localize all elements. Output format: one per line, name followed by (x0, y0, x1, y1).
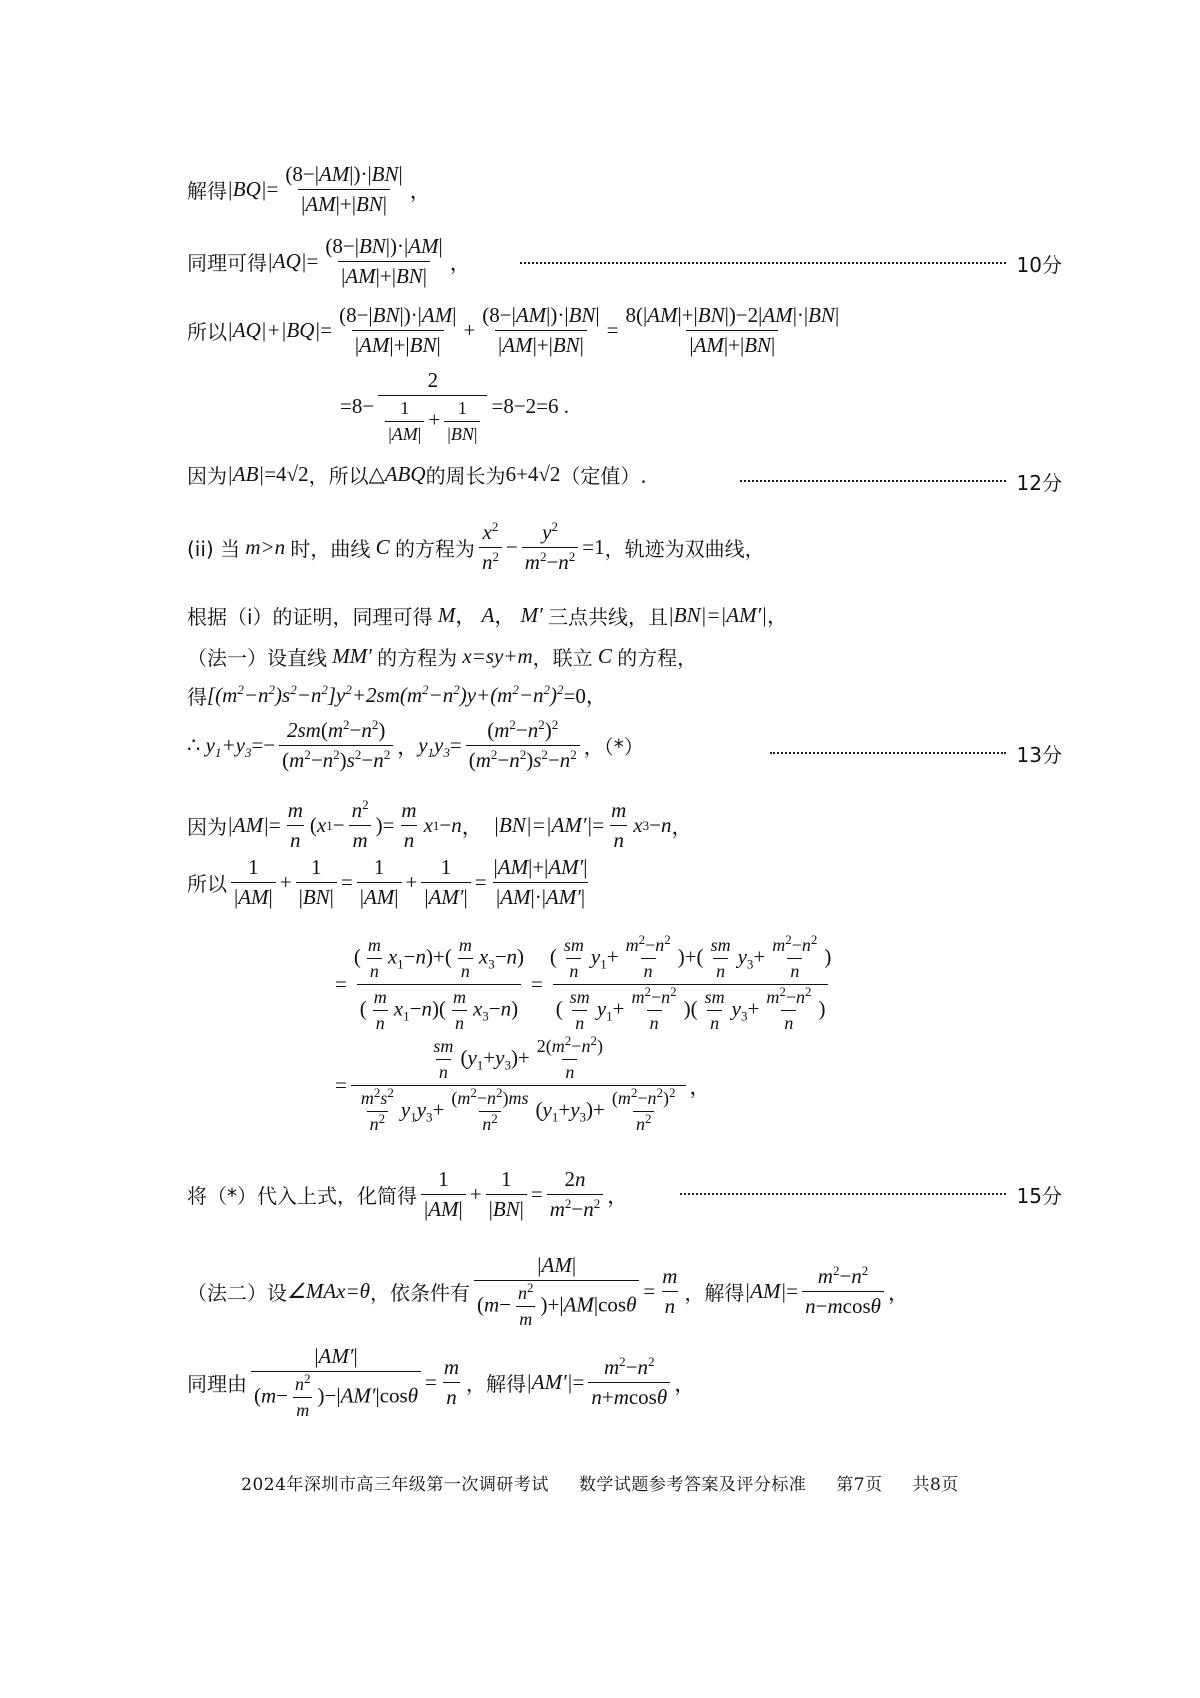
score-10: 10分 (1016, 253, 1062, 277)
eq-sum-result: =8− 2 $\frac{1}{|AM|}$ + $\frac{1}{|BN|}$ =8−2=6 . (340, 368, 570, 444)
footer-exam: 2024年深圳市高三年级第一次调研考试 (241, 1475, 549, 1495)
page-footer (0, 1470, 1200, 1495)
eq-aq: 同理可得 |AQ| = $\frac{(8-|BN|)\cdot|AM|}{|AM|+|BN|}$ ， (187, 234, 471, 288)
vieta-line: ∴ $y_1+y_3$ =− $\frac{2sm(m^2-n^2)}{(m^2-n^2)s^2-n^2}$ ， $y_1y_3$ = $\frac{(m^2-n^2)^2}{(m^2-n^2)s^2-n^2}$ ，（*） (187, 717, 644, 772)
expanded-line: = ( $\frac{m}{n}$ $x_1-n)+$( $\frac{m}{n}$ $x_3-n$) ( $\frac{m}{n}$ $x_1-n$)( $\frac{m}{n}$ $x_3-n$) = ( $\frac{sm}{n}$ $y_1+$ $\frac{m^2-n^2}{n}$ )+( $\frac{sm}{n}$ $y_3+$ $\frac{m^2-n^2}{n}$ ) ( $\frac{sm}{n}$ $y_1+$ $\frac{m^2-n^2}{n}$ )( $\frac{sm}{n}$ $y_3+$ $\frac{m^2-n^2}{n}$ ) (335, 932, 832, 1033)
eq-sum: 所以 |AQ|+|BQ| = $\frac{(8-|BN|)\cdot|AM|}{|AM|+|BN|}$ + $\frac{(8-|AM|)\cdot|BN|}{|AM|+|BN|}$ = $\frac{8(|AM|+|BN|)-2|AM|\cdot|BN|}{|AM|+|BN|}$ (187, 303, 840, 357)
score-13: 13分 (1016, 743, 1062, 767)
method2-line-2: 同理由 |AM′| (m− $\frac{n^2}{m}$ )−|AM′|cosθ = $\frac{m}{n}$ ，解得 |AM′| = $\frac{m^2-n^2}{n+mcos\theta}$ ， (187, 1344, 696, 1420)
collinear-line: 根据（ⅰ）的证明，同理可得 M ， A ， M′ 三点共线，且 |BN|=|AM′| ， (187, 602, 788, 629)
footer-total: 共8页 (912, 1475, 959, 1495)
footer-subject: 数学试题参考答案及评分标准 (578, 1475, 807, 1495)
substitution-line: = $\frac{sm}{n}$ $(y_1+y_3)+$ $\frac{2(m^2-n^2)}{n}$ $\frac{m^2s^2}{n^2}$ $y_1y_3+$ $\frac{(m^2-n^2)ms}{n^2}$ $(y_1+y_3)+$ $\frac{(m^2-n^2)^2}{n^2}$ ， (335, 1033, 711, 1134)
eq-bq: 解得 |BQ| = $\frac{(8-|AM|)\cdot|BN|}{|AM|+|BN|}$ ， (187, 162, 431, 216)
quadratic-line: 得 $[(m^2-n^2)s^2-n^2]y^2+2sm(m^2-n^2)y+(m^2-n^2)^2$ =0， (187, 681, 607, 709)
reciprocal-sum-line: 所以 $\frac{1}{|AM|}$ + $\frac{1}{|BN|}$ = $\frac{1}{|AM|}$ + $\frac{1}{|AM'|}$ = $\frac{|AM|+|AM'|}{|AM|\cdot|AM'|}$ (187, 855, 588, 909)
perimeter-line: 因为 |AB| =4√2 ，所以 △ ABQ 的周长为 6+4√2 （定值）. (187, 462, 647, 488)
simplified-line: 将（*）代入上式，化简得 $\frac{1}{|AM|}$ + $\frac{1}{|BN|}$ = $\frac{2n}{m^2-n^2}$ ， (187, 1167, 629, 1221)
method1-line: （法一）设直线 MM′ 的方程为 x=sy+m ，联立 C 的方程， (187, 644, 698, 670)
score-15: 15分 (1016, 1184, 1062, 1208)
score-12: 12分 (1016, 471, 1062, 495)
footer-page: 第7页 (836, 1475, 883, 1495)
method2-line: （法二）设 ∠MAx=θ ，依条件有 |AM| (m− $\frac{n^2}{m}$ )+|AM|cosθ = $\frac{m}{n}$ ，解得 |AM| = $\frac{m^2-n^2}{n-mcos\theta}$ ， (187, 1253, 909, 1329)
am-bn-line: 因为 |AM| = $\frac{m}{n}$ ( x 1 − $\frac{n^2}{m}$ )= $\frac{m}{n}$ x 1 − n ， |BN|=|AM′| = $\frac{m}{n}$ x 3 − n ， (187, 797, 693, 852)
case-ii-line: (ii) 当 m>n 时，曲线 C 的方程为 $\frac{x^2}{n^2}$ − $\frac{y^2}{m^2-n^2}$ =1 ，轨迹为双曲线， (187, 519, 765, 574)
